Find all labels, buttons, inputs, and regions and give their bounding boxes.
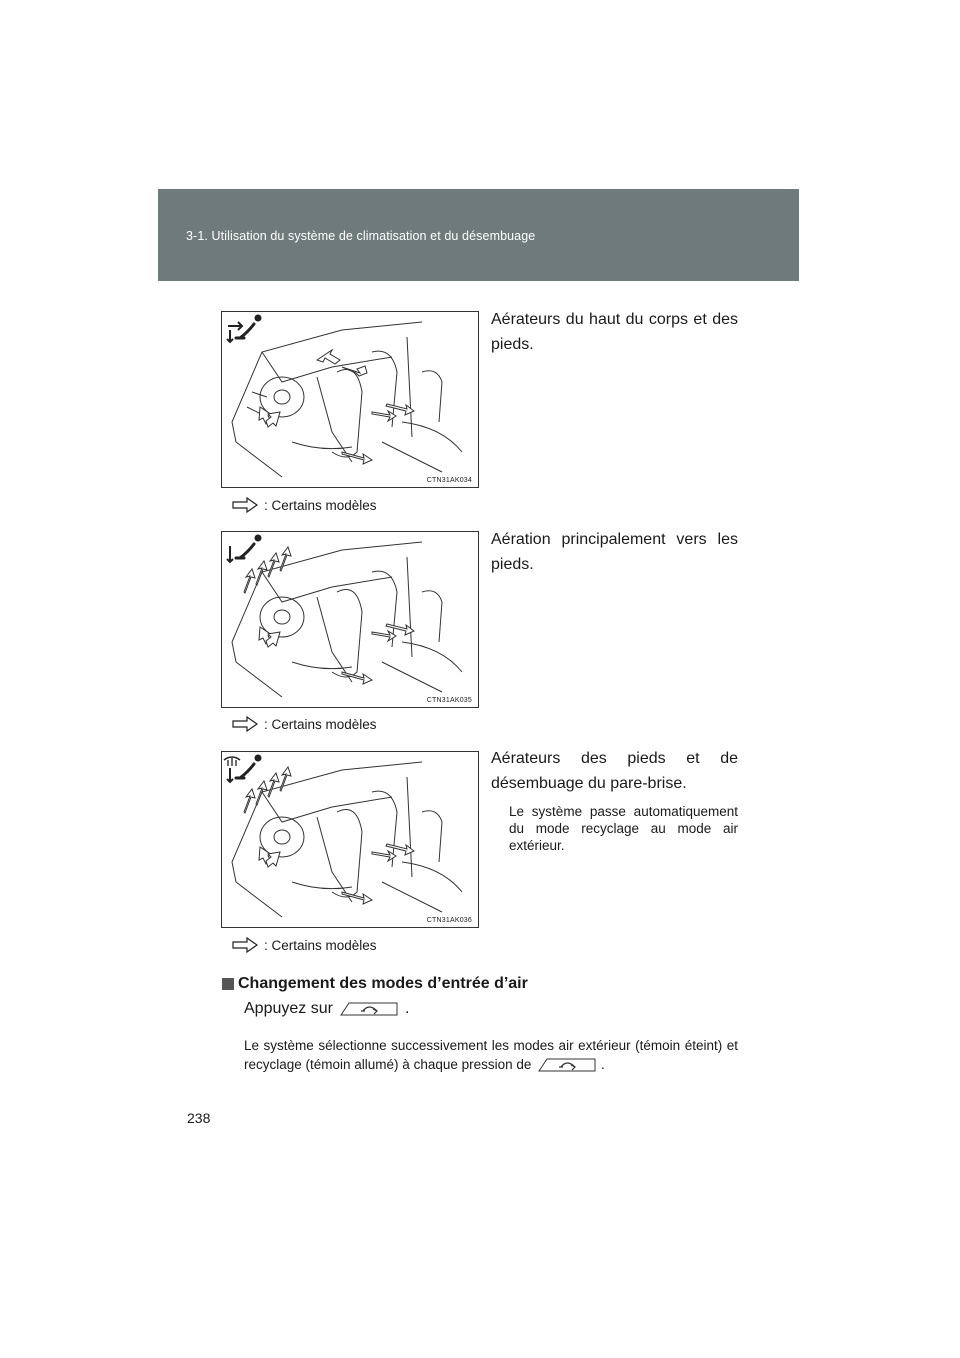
mode-description: Aération principalement vers les pieds.	[491, 531, 738, 573]
recirculation-button-icon	[339, 1001, 399, 1017]
recirculation-button-icon	[535, 1057, 597, 1073]
note-certain-models	[232, 497, 377, 513]
square-bullet-icon	[222, 978, 234, 990]
air-intake-paragraph	[244, 1036, 738, 1074]
vent-arrow-icon	[232, 497, 258, 513]
chapter-header	[158, 189, 799, 281]
para-suffix: .	[600, 1057, 605, 1072]
figure-face-and-feet	[221, 311, 479, 488]
press-instruction	[244, 1000, 409, 1018]
figure-code: CTN31AK035	[426, 697, 472, 704]
note-certain-models	[232, 716, 377, 732]
note-text: : Certains modèles	[264, 497, 377, 513]
vent-arrow-icon	[232, 937, 258, 953]
face-and-feet-mode-icon	[222, 312, 268, 346]
press-prefix: Appuyez sur	[244, 1000, 333, 1017]
note-certain-models	[232, 937, 377, 953]
figure-code: CTN31AK034	[426, 477, 472, 484]
para-text: Le système sélectionne successivement les modes air extérieur (témoin éteint) et recyclage (témoin allumé) à chaque pression de	[244, 1038, 738, 1072]
figure-code: CTN31AK036	[426, 917, 472, 924]
page-number: 238	[187, 1110, 211, 1126]
mode-subdescription: Le système passe automatiquement du mode recyclage au mode air extérieur.	[509, 804, 738, 853]
note-text: : Certains modèles	[264, 937, 377, 953]
feet-mode-icon	[222, 532, 268, 566]
vent-arrow-icon	[232, 716, 258, 732]
mode-description: Aérateurs des pieds et de désembuage du pare-brise.	[491, 750, 738, 792]
chapter-title: 3-1. Utilisation du système de climatisation et du désembuage	[186, 229, 536, 243]
press-suffix: .	[404, 1000, 410, 1017]
feet-and-defrost-mode-icon	[222, 752, 268, 786]
note-text: : Certains modèles	[264, 716, 377, 732]
figure-feet	[221, 531, 479, 708]
figure-feet-and-defrost	[221, 751, 479, 928]
section-title-text: Changement des modes d’entrée d’air	[238, 975, 528, 992]
section-heading	[222, 975, 528, 993]
mode-description: Aérateurs du haut du corps et des pieds.	[491, 311, 738, 353]
